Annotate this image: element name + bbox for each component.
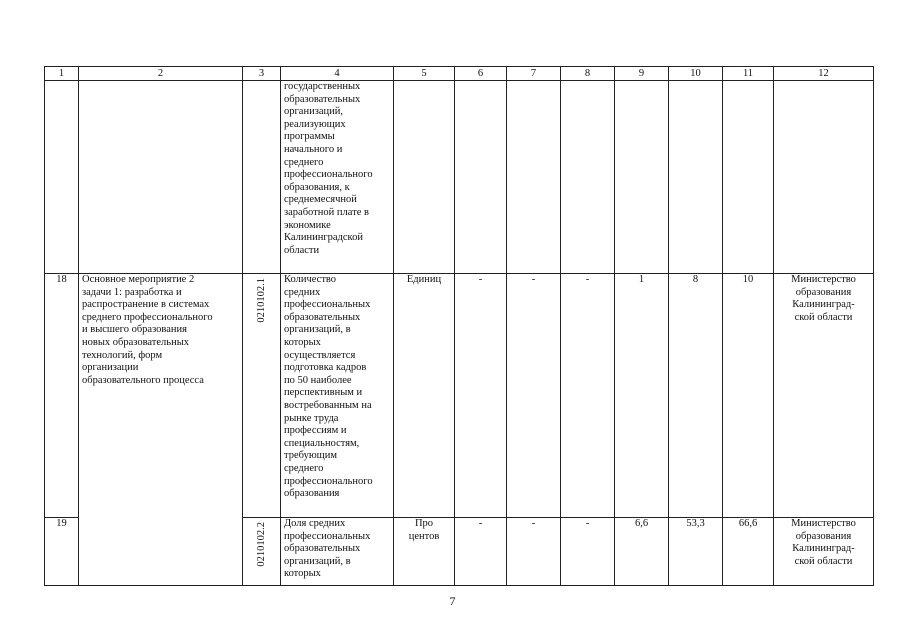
table-row-continuation [45, 81, 874, 274]
header-cell: 9 [615, 67, 669, 81]
row-number: 18 [45, 274, 79, 518]
value-cell: - [561, 274, 615, 518]
table-cell [507, 81, 561, 274]
table-header-row [45, 67, 874, 81]
row-number: 19 [45, 518, 79, 586]
indicator-text: Доля средних профессиональных образовательных организаций, в которых [281, 518, 394, 586]
header-cell: 3 [243, 67, 281, 81]
value-cell: - [455, 274, 507, 518]
table-cell [243, 81, 281, 274]
table-cell [394, 81, 455, 274]
value-cell: - [507, 518, 561, 586]
header-cell: 2 [79, 67, 243, 81]
code-cell [243, 274, 281, 518]
responsible-text: Министерство образования Калининград- ской области [774, 274, 874, 518]
header-cell: 8 [561, 67, 615, 81]
unit-cell: Единиц [394, 274, 455, 518]
table-cell [723, 81, 774, 274]
indicator-text: Количество средних профессиональных образовательных организаций, в которых осуществляется подготовка кадров по 50 наиболее перспективным и востребованным на рынке труда профессиям и специальностям, требующим среднего профессионального образования [281, 274, 394, 518]
code-cell [243, 518, 281, 586]
header-cell: 12 [774, 67, 874, 81]
value-cell: 66,6 [723, 518, 774, 586]
header-cell: 4 [281, 67, 394, 81]
value-cell: - [455, 518, 507, 586]
header-cell: 7 [507, 67, 561, 81]
indicators-table [44, 66, 874, 586]
value-cell: - [561, 518, 615, 586]
table-cell [79, 81, 243, 274]
table-cell [615, 81, 669, 274]
indicator-text: государственных образовательных организаций, реализующих программы начального и среднего профессионального образования, к среднемесячной заработной плате в экономике Калининградской области [281, 81, 394, 274]
header-cell: 10 [669, 67, 723, 81]
code-text: 0210102.1 [255, 278, 267, 323]
table-cell [561, 81, 615, 274]
table-cell [455, 81, 507, 274]
header-cell: 6 [455, 67, 507, 81]
value-cell: 8 [669, 274, 723, 518]
table-cell [669, 81, 723, 274]
table-cell [774, 81, 874, 274]
header-cell: 1 [45, 67, 79, 81]
value-cell: 6,6 [615, 518, 669, 586]
unit-cell: Про центов [394, 518, 455, 586]
header-cell: 11 [723, 67, 774, 81]
responsible-text: Министерство образования Калининград- ской области [774, 518, 874, 586]
page-number: 7 [449, 594, 456, 608]
header-cell: 5 [394, 67, 455, 81]
table-cell [45, 81, 79, 274]
value-cell: 10 [723, 274, 774, 518]
measure-text: Основное мероприятие 2 задачи 1: разработка и распространение в системах среднего профессионального и высшего образования новых образовательных технологий, форм организации образовательного процесса [79, 274, 243, 586]
value-cell: 1 [615, 274, 669, 518]
table-row-18 [45, 274, 874, 518]
value-cell: 53,3 [669, 518, 723, 586]
code-text: 0210102.2 [255, 522, 267, 567]
value-cell: - [507, 274, 561, 518]
